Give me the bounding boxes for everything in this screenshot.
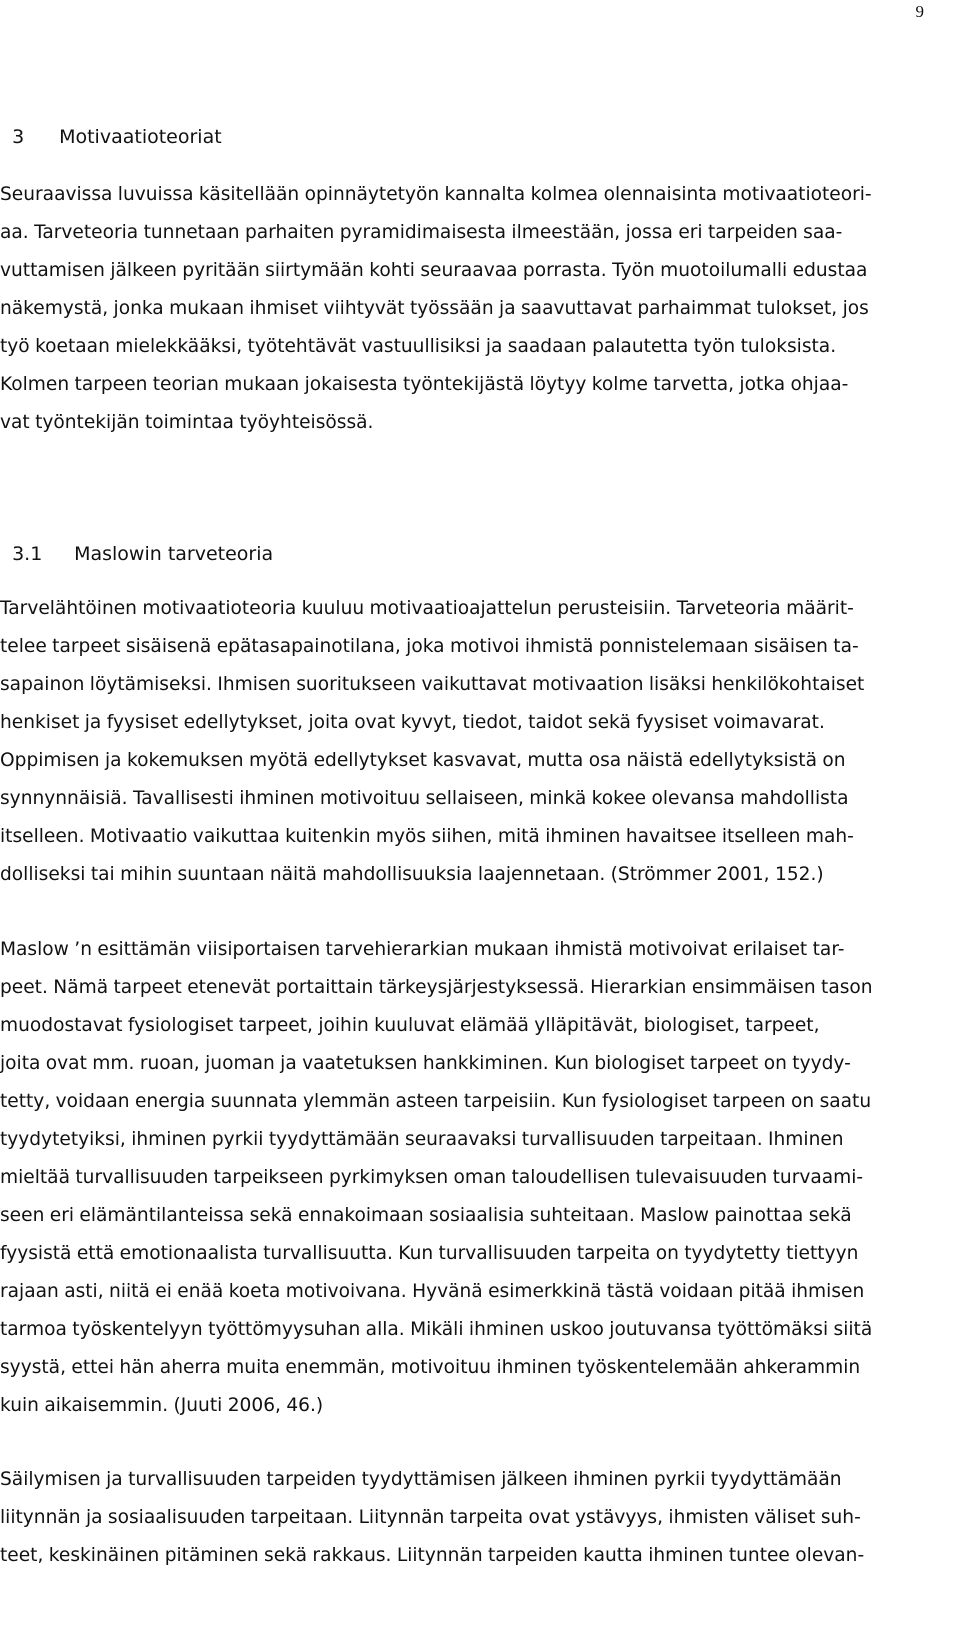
text-line: peet. Nämä tarpeet etenevät portaittain tärkeysjärjestyksessä. Hierarkian ensimmäisen tason	[0, 977, 873, 998]
text-line: synnynnäisiä. Tavallisesti ihminen motivoituu sellaiseen, minkä kokee olevansa mahdollista	[0, 788, 849, 809]
text-line: Seuraavissa luvuissa käsitellään opinnäytetyön kannalta kolmea olennaisinta motivaatioteori-	[0, 184, 872, 205]
intro-paragraph	[0, 176, 946, 442]
text-line: työ koetaan mielekkääksi, työtehtävät vastuullisiksi ja saadaan palautetta työn tuloksista.	[0, 336, 837, 357]
text-line: seen eri elämäntilanteissa sekä ennakoimaan sosiaalisia suhteitaan. Maslow painottaa sekä	[0, 1205, 852, 1226]
text-line: fyysistä että emotionaalista turvallisuutta. Kun turvallisuuden tarpeita on tyydytetty tiettyyn	[0, 1243, 859, 1264]
text-line: telee tarpeet sisäisenä epätasapainotilana, joka motivoi ihmistä ponnistelemaan sisäisen ta-	[0, 636, 859, 657]
chapter-heading	[0, 104, 222, 148]
text-line: Oppimisen ja kokemuksen myötä edellytykset kasvavat, mutta osa näistä edellytyksistä on	[0, 750, 846, 771]
section-title: Maslowin tarveteoria	[74, 543, 274, 565]
text-line: Tarvelähtöinen motivaatioteoria kuuluu motivaatioajattelun perusteisiin. Tarveteoria määrit-	[0, 598, 854, 619]
text-line: Säilymisen ja turvallisuuden tarpeiden tyydyttämisen jälkeen ihminen pyrkii tyydyttämään	[0, 1469, 842, 1490]
text-line: kuin aikaisemmin. (Juuti 2006, 46.)	[0, 1395, 324, 1416]
paragraph-2	[0, 931, 946, 1425]
text-line: joita ovat mm. ruoan, juoman ja vaatetuksen hankkiminen. Kun biologiset tarpeet on tyydy-	[0, 1053, 851, 1074]
text-line: aa. Tarveteoria tunnetaan parhaiten pyramidimaisesta ilmeestään, jossa eri tarpeiden saa-	[0, 222, 843, 243]
chapter-title: Motivaatioteoriat	[59, 126, 222, 148]
text-line: tarmoa työskentelyyn työttömyysuhan alla. Mikäli ihminen uskoo joutuvansa työttömäksi siitä	[0, 1319, 873, 1340]
chapter-number: 3	[12, 126, 25, 148]
text-line: vuttamisen jälkeen pyritään siirtymään kohti seuraavaa porrasta. Työn muotoilumalli edustaa	[0, 260, 868, 281]
text-line: Kolmen tarpeen teorian mukaan jokaisesta työntekijästä löytyy kolme tarvetta, jotka ohjaa-	[0, 374, 849, 395]
paragraph-3	[0, 1461, 946, 1575]
text-line: tyydytetyiksi, ihminen pyrkii tyydyttämään seuraavaksi turvallisuuden tarpeitaan. Ihminen	[0, 1129, 844, 1150]
text-line: mieltää turvallisuuden tarpeikseen pyrkimyksen oman taloudellisen tulevaisuuden turvaami-	[0, 1167, 864, 1188]
text-line: vat työntekijän toimintaa työyhteisössä.	[0, 412, 374, 433]
section-heading	[0, 521, 273, 565]
text-line: henkiset ja fyysiset edellytykset, joita ovat kyvyt, tiedot, taidot sekä fyysiset voimavarat.	[0, 712, 825, 733]
text-line: tetty, voidaan energia suunnata ylemmän asteen tarpeisiin. Kun fysiologiset tarpeen on saatu	[0, 1091, 872, 1112]
text-line: rajaan asti, niitä ei enää koeta motivoivana. Hyvänä esimerkkinä tästä voidaan pitää ihmisen	[0, 1281, 865, 1302]
paragraph-1	[0, 590, 946, 894]
text-line: muodostavat fysiologiset tarpeet, joihin kuuluvat elämää ylläpitävät, biologiset, tarpeet,	[0, 1015, 820, 1036]
text-line: sapainon löytämiseksi. Ihmisen suoritukseen vaikuttavat motivaation lisäksi henkilökohtaiset	[0, 674, 865, 695]
page-number: 9	[915, 2, 924, 21]
text-line: dolliseksi tai mihin suuntaan näitä mahdollisuuksia laajennetaan. (Strömmer 2001, 152.)	[0, 864, 824, 885]
text-line: Maslow ’n esittämän viisiportaisen tarvehierarkian mukaan ihmistä motivoivat erilaiset tar-	[0, 939, 845, 960]
text-line: näkemystä, jonka mukaan ihmiset viihtyvät työssään ja saavuttavat parhaimmat tulokset, jos	[0, 298, 869, 319]
text-line: liitynnän ja sosiaalisuuden tarpeitaan. Liitynnän tarpeita ovat ystävyys, ihmisten väliset suh-	[0, 1507, 861, 1528]
text-line: itselleen. Motivaatio vaikuttaa kuitenkin myös siihen, mitä ihminen havaitsee itselleen mah-	[0, 826, 854, 847]
section-number: 3.1	[12, 543, 43, 565]
text-line: teet, keskinäinen pitäminen sekä rakkaus. Liitynnän tarpeiden kautta ihminen tuntee olevan-	[0, 1545, 865, 1566]
text-line: syystä, ettei hän aherra muita enemmän, motivoituu ihminen työskentelemään ahkerammin	[0, 1357, 861, 1378]
